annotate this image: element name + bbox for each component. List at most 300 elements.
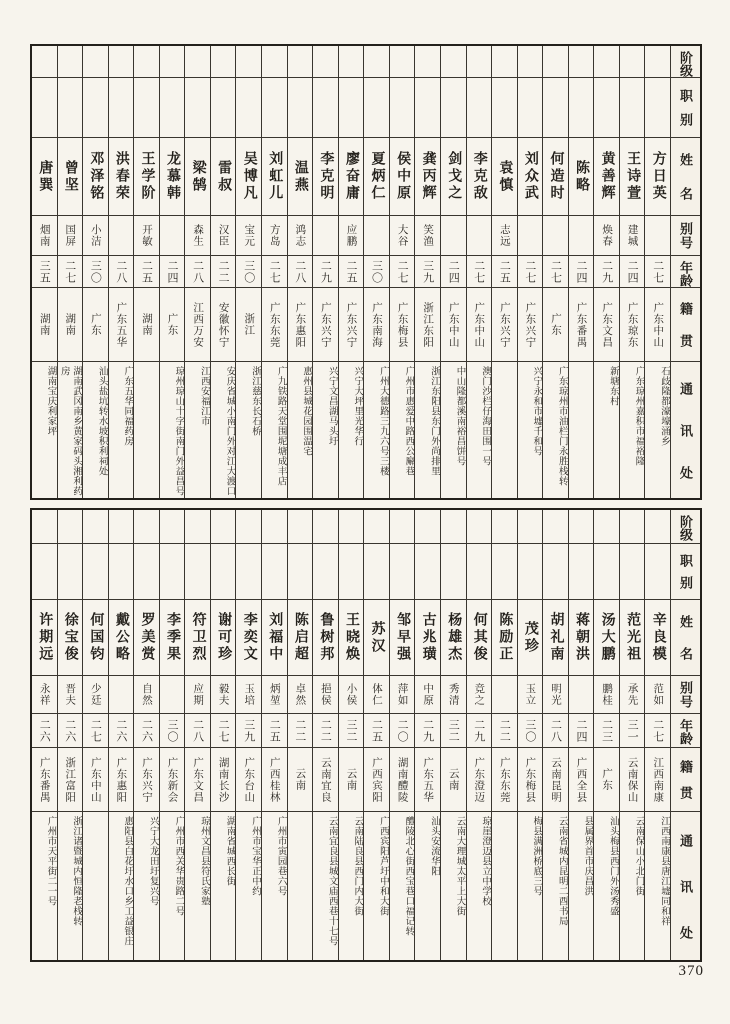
cell-name: 夏炳仁	[364, 138, 389, 216]
cell-native: 广东中山	[441, 288, 466, 362]
cell-alias: 鹏桂	[594, 676, 619, 714]
cell-occupation	[83, 544, 108, 600]
cell-occupation	[492, 544, 517, 600]
cell-alias: 应鹏	[339, 216, 364, 256]
person-column	[644, 510, 670, 960]
cell-name: 曾坚	[58, 138, 83, 216]
cell-alias: 建城	[620, 216, 645, 256]
cell-occupation	[543, 78, 568, 138]
cell-native: 广东兴宁	[339, 288, 364, 362]
cell-address: 新塘东村	[607, 366, 618, 406]
cell-age: 二六	[109, 714, 134, 748]
cell-rank	[313, 510, 338, 544]
cell-alias: 方岛	[262, 216, 287, 256]
cell-native: 广东南海	[364, 288, 389, 362]
cell-name: 刘福中	[262, 600, 287, 676]
cell-alias: 毅夫	[211, 676, 236, 714]
cell-age: 二六	[58, 714, 83, 748]
person-column	[261, 46, 287, 498]
cell-age: 二二	[313, 714, 338, 748]
cell-occupation	[620, 544, 645, 600]
cell-address: 梅县满洲桥底三号	[531, 816, 542, 896]
cell-occupation	[58, 544, 83, 600]
cell-native: 广东东莞	[492, 748, 517, 812]
cell-alias: 晋夫	[58, 676, 83, 714]
cell-native: 湖南长沙	[211, 748, 236, 812]
cell-name: 方日英	[645, 138, 670, 216]
cell-native: 云南昆明	[543, 748, 568, 812]
cell-rank	[262, 510, 287, 544]
person-column	[517, 510, 543, 960]
cell-occupation	[569, 544, 594, 600]
cell-rank	[32, 46, 57, 78]
cell-age: 二六	[134, 714, 159, 748]
cell-alias	[109, 676, 134, 714]
cell-name: 廖奋庸	[339, 138, 364, 216]
cell-occupation	[467, 78, 492, 138]
cell-native: 湖南	[32, 288, 57, 362]
cell-rank	[518, 46, 543, 78]
cell-age: 三二	[339, 714, 364, 748]
cell-name: 李克明	[313, 138, 338, 216]
cell-occupation	[160, 78, 185, 138]
person-column	[619, 510, 645, 960]
cell-age: 二七	[543, 256, 568, 288]
person-column	[542, 46, 568, 498]
cell-age: 二八	[185, 256, 210, 288]
cell-occupation	[441, 544, 466, 600]
cell-name: 蒋朝洪	[569, 600, 594, 676]
cell-name: 龙慕韩	[160, 138, 185, 216]
cell-name: 谢可珍	[211, 600, 236, 676]
cell-name: 苏汉	[364, 600, 389, 676]
cell-alias: 玉培	[236, 676, 261, 714]
cell-occupation	[32, 78, 57, 138]
cell-alias: 小洁	[83, 216, 108, 256]
cell-native: 广东澄迈	[467, 748, 492, 812]
cell-alias: 自然	[134, 676, 159, 714]
person-column	[568, 46, 594, 498]
cell-occupation	[109, 544, 134, 600]
cell-native: 广东	[83, 288, 108, 362]
cell-age: 三五	[32, 256, 57, 288]
cell-native: 广西全县	[569, 748, 594, 812]
cell-occupation	[160, 544, 185, 600]
cell-rank	[569, 510, 594, 544]
cell-native: 广东五华	[415, 748, 440, 812]
cell-address: 广州市天平街二一号	[45, 816, 56, 906]
cell-age: 二五	[492, 256, 517, 288]
cell-address: 中山隆都溪南裕昌饼号	[454, 366, 465, 466]
cell-age: 三九	[236, 714, 261, 748]
cell-native: 广东惠阳	[288, 288, 313, 362]
cell-alias: 焕春	[594, 216, 619, 256]
field-label-address: 通 讯 处	[671, 362, 700, 498]
cell-rank	[441, 510, 466, 544]
cell-address: 兴宁文昌湖马头圩	[326, 366, 337, 446]
cell-alias	[364, 216, 389, 256]
cell-address	[492, 812, 517, 960]
cell-native: 云南	[288, 748, 313, 812]
person-column	[159, 46, 185, 498]
cell-occupation	[339, 78, 364, 138]
cell-name: 陈励正	[492, 600, 517, 676]
person-column	[414, 510, 440, 960]
cell-name: 符卫烈	[185, 600, 210, 676]
cell-native: 广东文昌	[594, 288, 619, 362]
cell-age: 二九	[313, 256, 338, 288]
cell-age: 二四	[620, 256, 645, 288]
cell-native: 广东惠阳	[109, 748, 134, 812]
cell-age: 二九	[594, 256, 619, 288]
person-column	[619, 46, 645, 498]
cell-alias: 明光	[543, 676, 568, 714]
cell-rank	[262, 46, 287, 78]
cell-alias	[467, 216, 492, 256]
cell-name: 许期远	[32, 600, 57, 676]
cell-age: 二四	[441, 256, 466, 288]
cell-name: 温燕	[288, 138, 313, 216]
cell-occupation	[83, 78, 108, 138]
cell-address: 汕头梅县西门外汤秀盛	[607, 816, 618, 916]
cell-rank	[134, 510, 159, 544]
cell-age: 三〇	[83, 256, 108, 288]
cell-rank	[620, 510, 645, 544]
cell-address: 湖南武冈南乡黄家码头湘利药房	[58, 366, 82, 496]
cell-name: 王诗萱	[620, 138, 645, 216]
cell-age: 二二	[211, 256, 236, 288]
cell-address: 汕头安流华阳	[428, 816, 439, 876]
cell-age: 三一	[620, 714, 645, 748]
cell-address: 惠州县城花园围温宅	[301, 366, 312, 456]
cell-alias: 秀清	[441, 676, 466, 714]
person-column	[133, 510, 159, 960]
cell-occupation	[594, 544, 619, 600]
cell-native: 广东五华	[109, 288, 134, 362]
cell-alias: 玉立	[518, 676, 543, 714]
cell-native: 云南	[339, 748, 364, 812]
cell-alias	[492, 676, 517, 714]
cell-alias	[160, 216, 185, 256]
cell-address: 江西南康县唐江墟同和祥	[659, 816, 669, 926]
cell-occupation	[32, 544, 57, 600]
cell-rank	[364, 510, 389, 544]
cell-name: 侯中原	[390, 138, 415, 216]
cell-rank	[83, 510, 108, 544]
person-column	[312, 46, 338, 498]
cell-alias: 萍如	[390, 676, 415, 714]
cell-alias	[569, 216, 594, 256]
cell-address: 浙江诸暨城内恒隆老栈转	[71, 816, 82, 926]
cell-age: 二四	[160, 256, 185, 288]
cell-occupation	[415, 78, 440, 138]
cell-age: 二五	[339, 256, 364, 288]
cell-alias	[645, 216, 670, 256]
cell-occupation	[492, 78, 517, 138]
cell-name: 何其俊	[467, 600, 492, 676]
cell-name: 吴博凡	[236, 138, 261, 216]
cell-name: 剑戈之	[441, 138, 466, 216]
cell-alias: 体仁	[364, 676, 389, 714]
cell-age: 二二	[288, 714, 313, 748]
cell-address: 澳门沙栏仔海田围一号	[480, 366, 491, 466]
cell-age: 二七	[518, 256, 543, 288]
cell-rank	[339, 46, 364, 78]
cell-address: 安庆省城小南门外对江大渡口	[224, 366, 235, 496]
person-column	[517, 46, 543, 498]
cell-occupation	[262, 544, 287, 600]
person-column	[287, 510, 313, 960]
cell-address	[569, 362, 594, 498]
cell-native: 广东中山	[645, 288, 670, 362]
cell-name: 古兆璜	[415, 600, 440, 676]
cell-native: 广东兴宁	[518, 288, 543, 362]
cell-occupation	[262, 78, 287, 138]
cell-age: 三〇	[236, 256, 261, 288]
cell-alias	[518, 216, 543, 256]
cell-name: 李克敌	[467, 138, 492, 216]
cell-alias: 森生	[185, 216, 210, 256]
person-column	[568, 510, 594, 960]
field-label-alias: 别 号	[671, 676, 700, 714]
cell-name: 何造时	[543, 138, 568, 216]
cell-address: 广西宾阳芦圩中和大街	[377, 816, 388, 916]
field-label-native: 籍 贯	[671, 288, 700, 362]
field-label-name: 姓 名	[671, 138, 700, 216]
cell-occupation	[339, 544, 364, 600]
cell-alias: 范如	[645, 676, 670, 714]
cell-rank	[236, 510, 261, 544]
cell-native: 广西宾阳	[364, 748, 389, 812]
field-header-column	[670, 510, 700, 960]
cell-alias: 应期	[185, 676, 210, 714]
cell-name: 何国钧	[83, 600, 108, 676]
cell-age: 二五	[364, 714, 389, 748]
cell-address: 广州市宝华正中约	[250, 816, 260, 896]
field-label-alias: 别 号	[671, 216, 700, 256]
cell-address: 广东琼州市油栏门永胜栈转	[556, 366, 567, 486]
cell-alias: 汉臣	[211, 216, 236, 256]
cell-age: 二四	[569, 256, 594, 288]
person-column	[287, 46, 313, 498]
cell-name: 徐宝俊	[58, 600, 83, 676]
cell-rank	[339, 510, 364, 544]
cell-age: 二七	[645, 256, 670, 288]
cell-name: 陈启超	[288, 600, 313, 676]
person-column	[210, 46, 236, 498]
cell-age: 二七	[390, 256, 415, 288]
cell-age: 二八	[288, 256, 313, 288]
cell-address: 兴宁大龙田圩复兴号	[147, 816, 158, 906]
person-column	[184, 510, 210, 960]
cell-rank	[415, 46, 440, 78]
cell-rank	[58, 510, 83, 544]
cell-address: 广州市惠爱中路西公廨巷	[403, 366, 414, 476]
cell-rank	[620, 46, 645, 78]
cell-rank	[160, 46, 185, 78]
cell-occupation	[543, 544, 568, 600]
cell-rank	[288, 510, 313, 544]
field-label-occupation: 职 别	[671, 544, 700, 600]
cell-address: 湖南省城西长街	[224, 816, 235, 886]
cell-native: 湖南醴陵	[390, 748, 415, 812]
cell-age: 二九	[415, 714, 440, 748]
cell-native: 广东兴宁	[492, 288, 517, 362]
person-column	[57, 46, 83, 498]
cell-occupation	[518, 544, 543, 600]
person-column	[338, 46, 364, 498]
field-label-age: 年 龄	[671, 714, 700, 748]
cell-name: 鲁树邦	[313, 600, 338, 676]
person-column	[593, 510, 619, 960]
cell-occupation	[185, 78, 210, 138]
cell-rank	[594, 46, 619, 78]
cell-age: 二八	[185, 714, 210, 748]
person-column	[414, 46, 440, 498]
cell-rank	[645, 46, 670, 78]
cell-name: 梁鹄	[185, 138, 210, 216]
cell-name: 王学阶	[134, 138, 159, 216]
cell-age: 三〇	[518, 714, 543, 748]
cell-occupation	[236, 544, 261, 600]
cell-name: 李季果	[160, 600, 185, 676]
cell-rank	[645, 510, 670, 544]
cell-native: 安徽怀宁	[211, 288, 236, 362]
cell-native: 广东	[160, 288, 185, 362]
cell-alias: 承先	[620, 676, 645, 714]
cell-name: 辛良模	[645, 600, 670, 676]
cell-rank	[467, 46, 492, 78]
cell-name: 唐巽	[32, 138, 57, 216]
cell-native: 广东文昌	[185, 748, 210, 812]
cell-rank	[236, 46, 261, 78]
cell-native: 广东东莞	[262, 288, 287, 362]
cell-rank	[211, 46, 236, 78]
person-column	[440, 46, 466, 498]
field-header-column	[670, 46, 700, 498]
cell-occupation	[211, 544, 236, 600]
cell-occupation	[236, 78, 261, 138]
person-column	[491, 510, 517, 960]
cell-age: 三〇	[364, 256, 389, 288]
cell-address	[492, 362, 517, 498]
cell-name: 邓泽铭	[83, 138, 108, 216]
roster-table-top	[30, 44, 702, 500]
cell-age: 二七	[83, 714, 108, 748]
cell-address: 云南宜良县城文庙西巷十七号	[326, 816, 337, 946]
cell-alias	[569, 676, 594, 714]
cell-occupation	[569, 78, 594, 138]
cell-address: 兴宁大坪里光华行	[352, 366, 363, 446]
cell-alias	[543, 216, 568, 256]
person-column	[389, 46, 415, 498]
cell-age: 三二	[441, 714, 466, 748]
cell-name: 杨雄杰	[441, 600, 466, 676]
cell-native: 江西万安	[185, 288, 210, 362]
cell-name: 罗美赏	[134, 600, 159, 676]
cell-occupation	[441, 78, 466, 138]
cell-address: 醴陵北心街西宝巷口福记转	[403, 816, 414, 936]
cell-age: 二五	[262, 714, 287, 748]
cell-address: 琼州琼山十字街南门外益昌号	[173, 366, 184, 496]
field-label-name: 姓 名	[671, 600, 700, 676]
cell-name: 邹早强	[390, 600, 415, 676]
cell-occupation	[313, 78, 338, 138]
person-column	[210, 510, 236, 960]
cell-rank	[492, 510, 517, 544]
cell-alias: 志远	[492, 216, 517, 256]
cell-native: 云南宜良	[313, 748, 338, 812]
cell-age: 二〇	[390, 714, 415, 748]
cell-rank	[313, 46, 338, 78]
person-column	[312, 510, 338, 960]
person-column	[363, 510, 389, 960]
cell-age: 二九	[467, 714, 492, 748]
cell-native: 广东	[543, 288, 568, 362]
cell-name: 王晓焕	[339, 600, 364, 676]
cell-rank	[390, 510, 415, 544]
person-column	[82, 46, 108, 498]
cell-alias: 笑渔	[415, 216, 440, 256]
cell-rank	[441, 46, 466, 78]
person-column	[108, 510, 134, 960]
cell-occupation	[134, 544, 159, 600]
cell-rank	[543, 46, 568, 78]
cell-address: 湖南宝庆利家坪	[45, 366, 56, 436]
cell-rank	[32, 510, 57, 544]
person-column	[32, 46, 57, 498]
cell-age: 二八	[109, 256, 134, 288]
cell-alias: 大谷	[390, 216, 415, 256]
cell-native: 广东	[594, 748, 619, 812]
cell-age: 二八	[543, 714, 568, 748]
cell-address: 云南陆良县西门内大街	[352, 816, 363, 916]
page-number: 370	[678, 963, 704, 979]
cell-age: 二七	[211, 714, 236, 748]
cell-native: 广东兴宁	[134, 748, 159, 812]
cell-rank	[288, 46, 313, 78]
cell-age: 二三	[594, 714, 619, 748]
cell-alias: 国屏	[58, 216, 83, 256]
person-column	[363, 46, 389, 498]
cell-address: 云南保山小北门街	[633, 816, 644, 896]
cell-address: 江西安福江市	[198, 366, 209, 426]
person-column	[82, 510, 108, 960]
person-column	[389, 510, 415, 960]
cell-alias	[160, 676, 185, 714]
cell-age: 二二	[492, 714, 517, 748]
cell-native: 广东梅县	[390, 288, 415, 362]
cell-occupation	[620, 78, 645, 138]
cell-name: 刘虹儿	[262, 138, 287, 216]
cell-address	[134, 362, 159, 498]
cell-occupation	[288, 544, 313, 600]
cell-rank	[467, 510, 492, 544]
cell-age: 二六	[32, 714, 57, 748]
cell-alias	[109, 216, 134, 256]
cell-alias: 鸿志	[288, 216, 313, 256]
cell-name: 袁慎	[492, 138, 517, 216]
cell-rank	[185, 46, 210, 78]
cell-address	[83, 812, 108, 960]
cell-native: 广东中山	[83, 748, 108, 812]
cell-name: 黄善辉	[594, 138, 619, 216]
roster-table-bottom	[30, 508, 702, 962]
cell-address: 惠阳县白花圩水口乡工益银庄	[122, 816, 133, 946]
person-column	[184, 46, 210, 498]
cell-native: 广东中山	[467, 288, 492, 362]
person-column	[466, 46, 492, 498]
